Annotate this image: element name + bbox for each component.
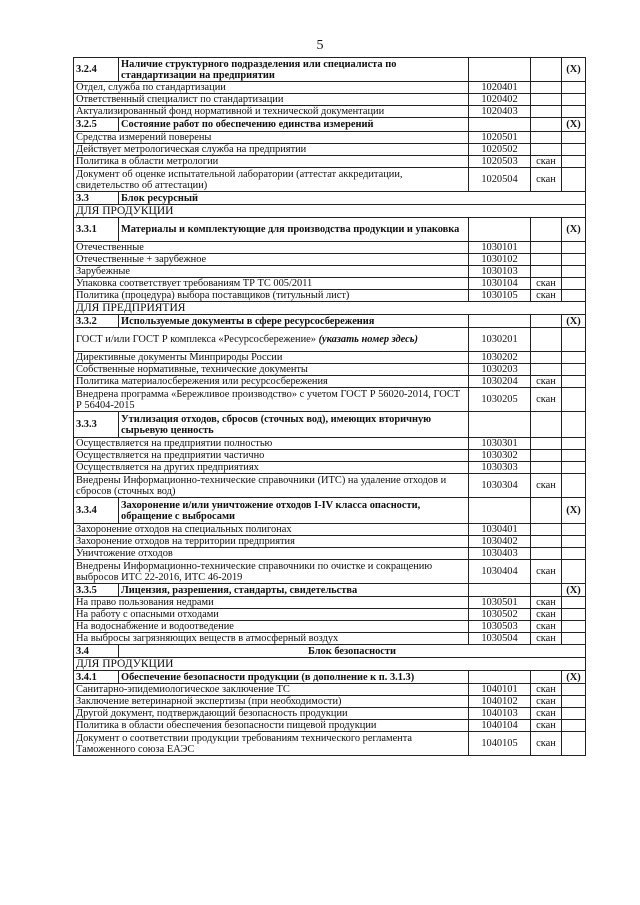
table-row [74,290,586,302]
row-text: Захоронение отходов на территории предприятия [74,536,469,548]
table-row [74,548,586,560]
row-scan: скан [531,684,562,696]
row-scan [531,450,562,462]
table-row [74,132,586,144]
row-code: 1030502 [469,609,531,621]
row-scan: скан [531,621,562,633]
block-number: 3.4 [74,645,119,658]
block-header-3-4 [74,645,586,658]
row-code: 1040103 [469,708,531,720]
row-text: Политика в области обеспечения безопасности пищевой продукции [74,720,469,732]
section-title: Состояние работ по обеспечению единства измерений [119,118,469,132]
table-row [74,352,586,364]
table-row [74,524,586,536]
row-scan [531,94,562,106]
row-text: Осуществляется на предприятии полностью [74,438,469,450]
row-text: Упаковка соответствует требованиям ТР ТС 005/2011 [74,278,469,290]
page-number: 5 [316,38,324,53]
table-row [74,462,586,474]
row-code: 1030301 [469,438,531,450]
section-header-3-3-3 [74,412,586,438]
row-code: 1030102 [469,254,531,266]
row-code: 1020504 [469,168,531,192]
section-title: Используемые документы в сфере ресурсосбережения [119,315,469,328]
group-label: ДЛЯ ПРОДУКЦИИ [74,658,586,671]
table-row [74,450,586,462]
row-scan: скан [531,708,562,720]
section-mark: (X) [562,315,586,328]
section-number: 3.3.1 [74,218,119,242]
row-text: На выбросы загрязняющих веществ в атмосферный воздух [74,633,469,645]
row-scan [531,144,562,156]
row-scan: скан [531,732,562,756]
row-code: 1030504 [469,633,531,645]
row-code: 1020401 [469,82,531,94]
table-row [74,388,586,412]
row-code: 1030302 [469,450,531,462]
group-row [74,205,586,218]
table-row [74,156,586,168]
row-code: 1030304 [469,474,531,498]
row-text: Ответственный специалист по стандартизации [74,94,469,106]
row-text: На работу с опасными отходами [74,609,469,621]
section-mark: (X) [562,58,586,82]
questionnaire-table [73,57,586,756]
section-number: 3.2.5 [74,118,119,132]
row-scan [531,82,562,94]
table-row [74,254,586,266]
section-header-3-3-2 [74,315,586,328]
row-text: Внедрена программа «Бережливое производство» с учетом ГОСТ Р 56020-2014, ГОСТ Р 56404-2015 [74,388,469,412]
row-scan: скан [531,597,562,609]
block-title: Блок безопасности [119,645,586,658]
row-text: Осуществляется на других предприятиях [74,462,469,474]
section-title: Обеспечение безопасности продукции (в дополнение к п. 3.1.3) [119,671,469,684]
block-title: Блок ресурсный [119,192,586,205]
table-row [74,720,586,732]
row-scan [531,132,562,144]
section-header-3-3-1 [74,218,586,242]
group-row [74,302,586,315]
row-scan [531,536,562,548]
row-scan [531,254,562,266]
row-code: 1030503 [469,621,531,633]
row-code: 1030105 [469,290,531,302]
group-label: ДЛЯ ПРОДУКЦИИ [74,205,586,218]
row-scan [531,266,562,278]
row-text: Действует метрологическая служба на предприятии [74,144,469,156]
table-row [74,94,586,106]
section-title: Наличие структурного подразделения или специалиста по стандартизации на предприятии [119,58,469,82]
row-code: 1030402 [469,536,531,548]
row-text: Заключение ветеринарной экспертизы (при необходимости) [74,696,469,708]
row-text: Документ о соответствии продукции требованиям технического регламента Таможенного союза ЕАЭС [74,732,469,756]
section-mark: (X) [562,584,586,597]
row-text: Внедрены Информационно-технические справочники по очистке и сокращению выбросов ИТС 22-2016, ИТС 46-2019 [74,560,469,584]
row-code: 1030303 [469,462,531,474]
row-text: Политика в области метрологии [74,156,469,168]
row-code: 1030201 [469,328,531,352]
section-header-3-2-4 [74,58,586,82]
row-scan: скан [531,560,562,584]
section-header-3-2-5 [74,118,586,132]
row-code: 1030404 [469,560,531,584]
row-text: Документ об оценке испытательной лаборатории (аттестат аккредитации, свидетельство об аттестации) [74,168,469,192]
row-text: Политика материалосбережения или ресурсосбережения [74,376,469,388]
row-scan [531,364,562,376]
table-row [74,328,586,352]
table-row [74,376,586,388]
row-text-italic: (указать номер здесь) [318,334,418,345]
row-code: 1030202 [469,352,531,364]
section-mark: (X) [562,218,586,242]
table-row [74,696,586,708]
section-number: 3.2.4 [74,58,119,82]
row-scan [531,548,562,560]
row-scan [531,438,562,450]
row-code: 1020502 [469,144,531,156]
row-text: Другой документ, подтверждающий безопасность продукции [74,708,469,720]
row-text: Отдел, служба по стандартизации [74,82,469,94]
row-text: Осуществляется на предприятии частично [74,450,469,462]
row-code: 1030401 [469,524,531,536]
row-scan [531,328,562,352]
row-scan [531,352,562,364]
row-code: 1020501 [469,132,531,144]
row-scan: скан [531,633,562,645]
section-number: 3.3.2 [74,315,119,328]
row-scan [531,462,562,474]
row-scan [531,242,562,254]
section-number: 3.3.5 [74,584,119,597]
table-row [74,536,586,548]
table-row [74,732,586,756]
section-title: Захоронение и/или уничтожение отходов I-IV класса опасности, обращение с выбросами [119,498,469,524]
row-code: 1030205 [469,388,531,412]
block-header-3-3 [74,192,586,205]
table-row [74,560,586,584]
section-header-3-3-4 [74,498,586,524]
table-row [74,474,586,498]
row-scan: скан [531,168,562,192]
row-scan [531,106,562,118]
row-text: На водоснабжение и водоотведение [74,621,469,633]
row-code: 1030403 [469,548,531,560]
row-text [74,328,469,352]
section-number: 3.3.4 [74,498,119,524]
row-text: Собственные нормативные, технические документы [74,364,469,376]
row-code: 1040105 [469,732,531,756]
table-row [74,266,586,278]
row-text: На право пользования недрами [74,597,469,609]
table-row [74,621,586,633]
table-row [74,684,586,696]
table-row [74,242,586,254]
block-number: 3.3 [74,192,119,205]
row-scan: скан [531,388,562,412]
section-header-3-4-1 [74,671,586,684]
section-header-3-3-5 [74,584,586,597]
group-label: ДЛЯ ПРЕДПРИЯТИЯ [74,302,586,315]
row-code: 1020403 [469,106,531,118]
table-row [74,609,586,621]
row-scan: скан [531,156,562,168]
table-row [74,106,586,118]
row-text: Политика (процедура) выбора поставщиков (титульный лист) [74,290,469,302]
row-text: Зарубежные [74,266,469,278]
row-code: 1030204 [469,376,531,388]
row-code: 1030501 [469,597,531,609]
row-scan: скан [531,696,562,708]
row-code: 1030103 [469,266,531,278]
row-text: Средства измерений поверены [74,132,469,144]
row-scan: скан [531,278,562,290]
section-title: Материалы и комплектующие для производства продукции и упаковка [119,218,469,242]
row-text: Отечественные [74,242,469,254]
row-text: Уничтожение отходов [74,548,469,560]
row-scan: скан [531,474,562,498]
section-title: Лицензия, разрешения, стандарты, свидетельства [119,584,469,597]
row-scan [531,524,562,536]
section-mark: (X) [562,671,586,684]
row-code: 1040101 [469,684,531,696]
row-code: 1030101 [469,242,531,254]
table-row [74,597,586,609]
row-scan: скан [531,720,562,732]
section-mark: (X) [562,118,586,132]
section-title: Утилизация отходов, сбросов (сточных вод), имеющих вторичную сырьевую ценность [119,412,469,438]
table-row [74,438,586,450]
table-row [74,168,586,192]
row-code: 1020503 [469,156,531,168]
group-row [74,658,586,671]
row-text: Актуализированный фонд нормативной и технической документации [74,106,469,118]
table-row [74,364,586,376]
row-text: Внедрены Информационно-технические справочники (ИТС) на удаление отходов и сбросов (сточных вод) [74,474,469,498]
row-text: Отечественные + зарубежное [74,254,469,266]
row-scan: скан [531,609,562,621]
table-row [74,278,586,290]
row-code: 1030104 [469,278,531,290]
table-row [74,144,586,156]
row-text: Директивные документы Минприроды России [74,352,469,364]
row-code: 1040102 [469,696,531,708]
section-mark: (X) [562,498,586,524]
row-text-main: ГОСТ и/или ГОСТ Р комплекса «Ресурсосбережение» [76,334,319,345]
row-code: 1030203 [469,364,531,376]
row-text: Захоронение отходов на специальных полигонах [74,524,469,536]
row-scan: скан [531,290,562,302]
table-row [74,633,586,645]
row-code: 1040104 [469,720,531,732]
table-row [74,82,586,94]
row-text: Санитарно-эпидемиологическое заключение ТС [74,684,469,696]
table-row [74,708,586,720]
row-code: 1020402 [469,94,531,106]
row-scan: скан [531,376,562,388]
section-number: 3.3.3 [74,412,119,438]
section-number: 3.4.1 [74,671,119,684]
